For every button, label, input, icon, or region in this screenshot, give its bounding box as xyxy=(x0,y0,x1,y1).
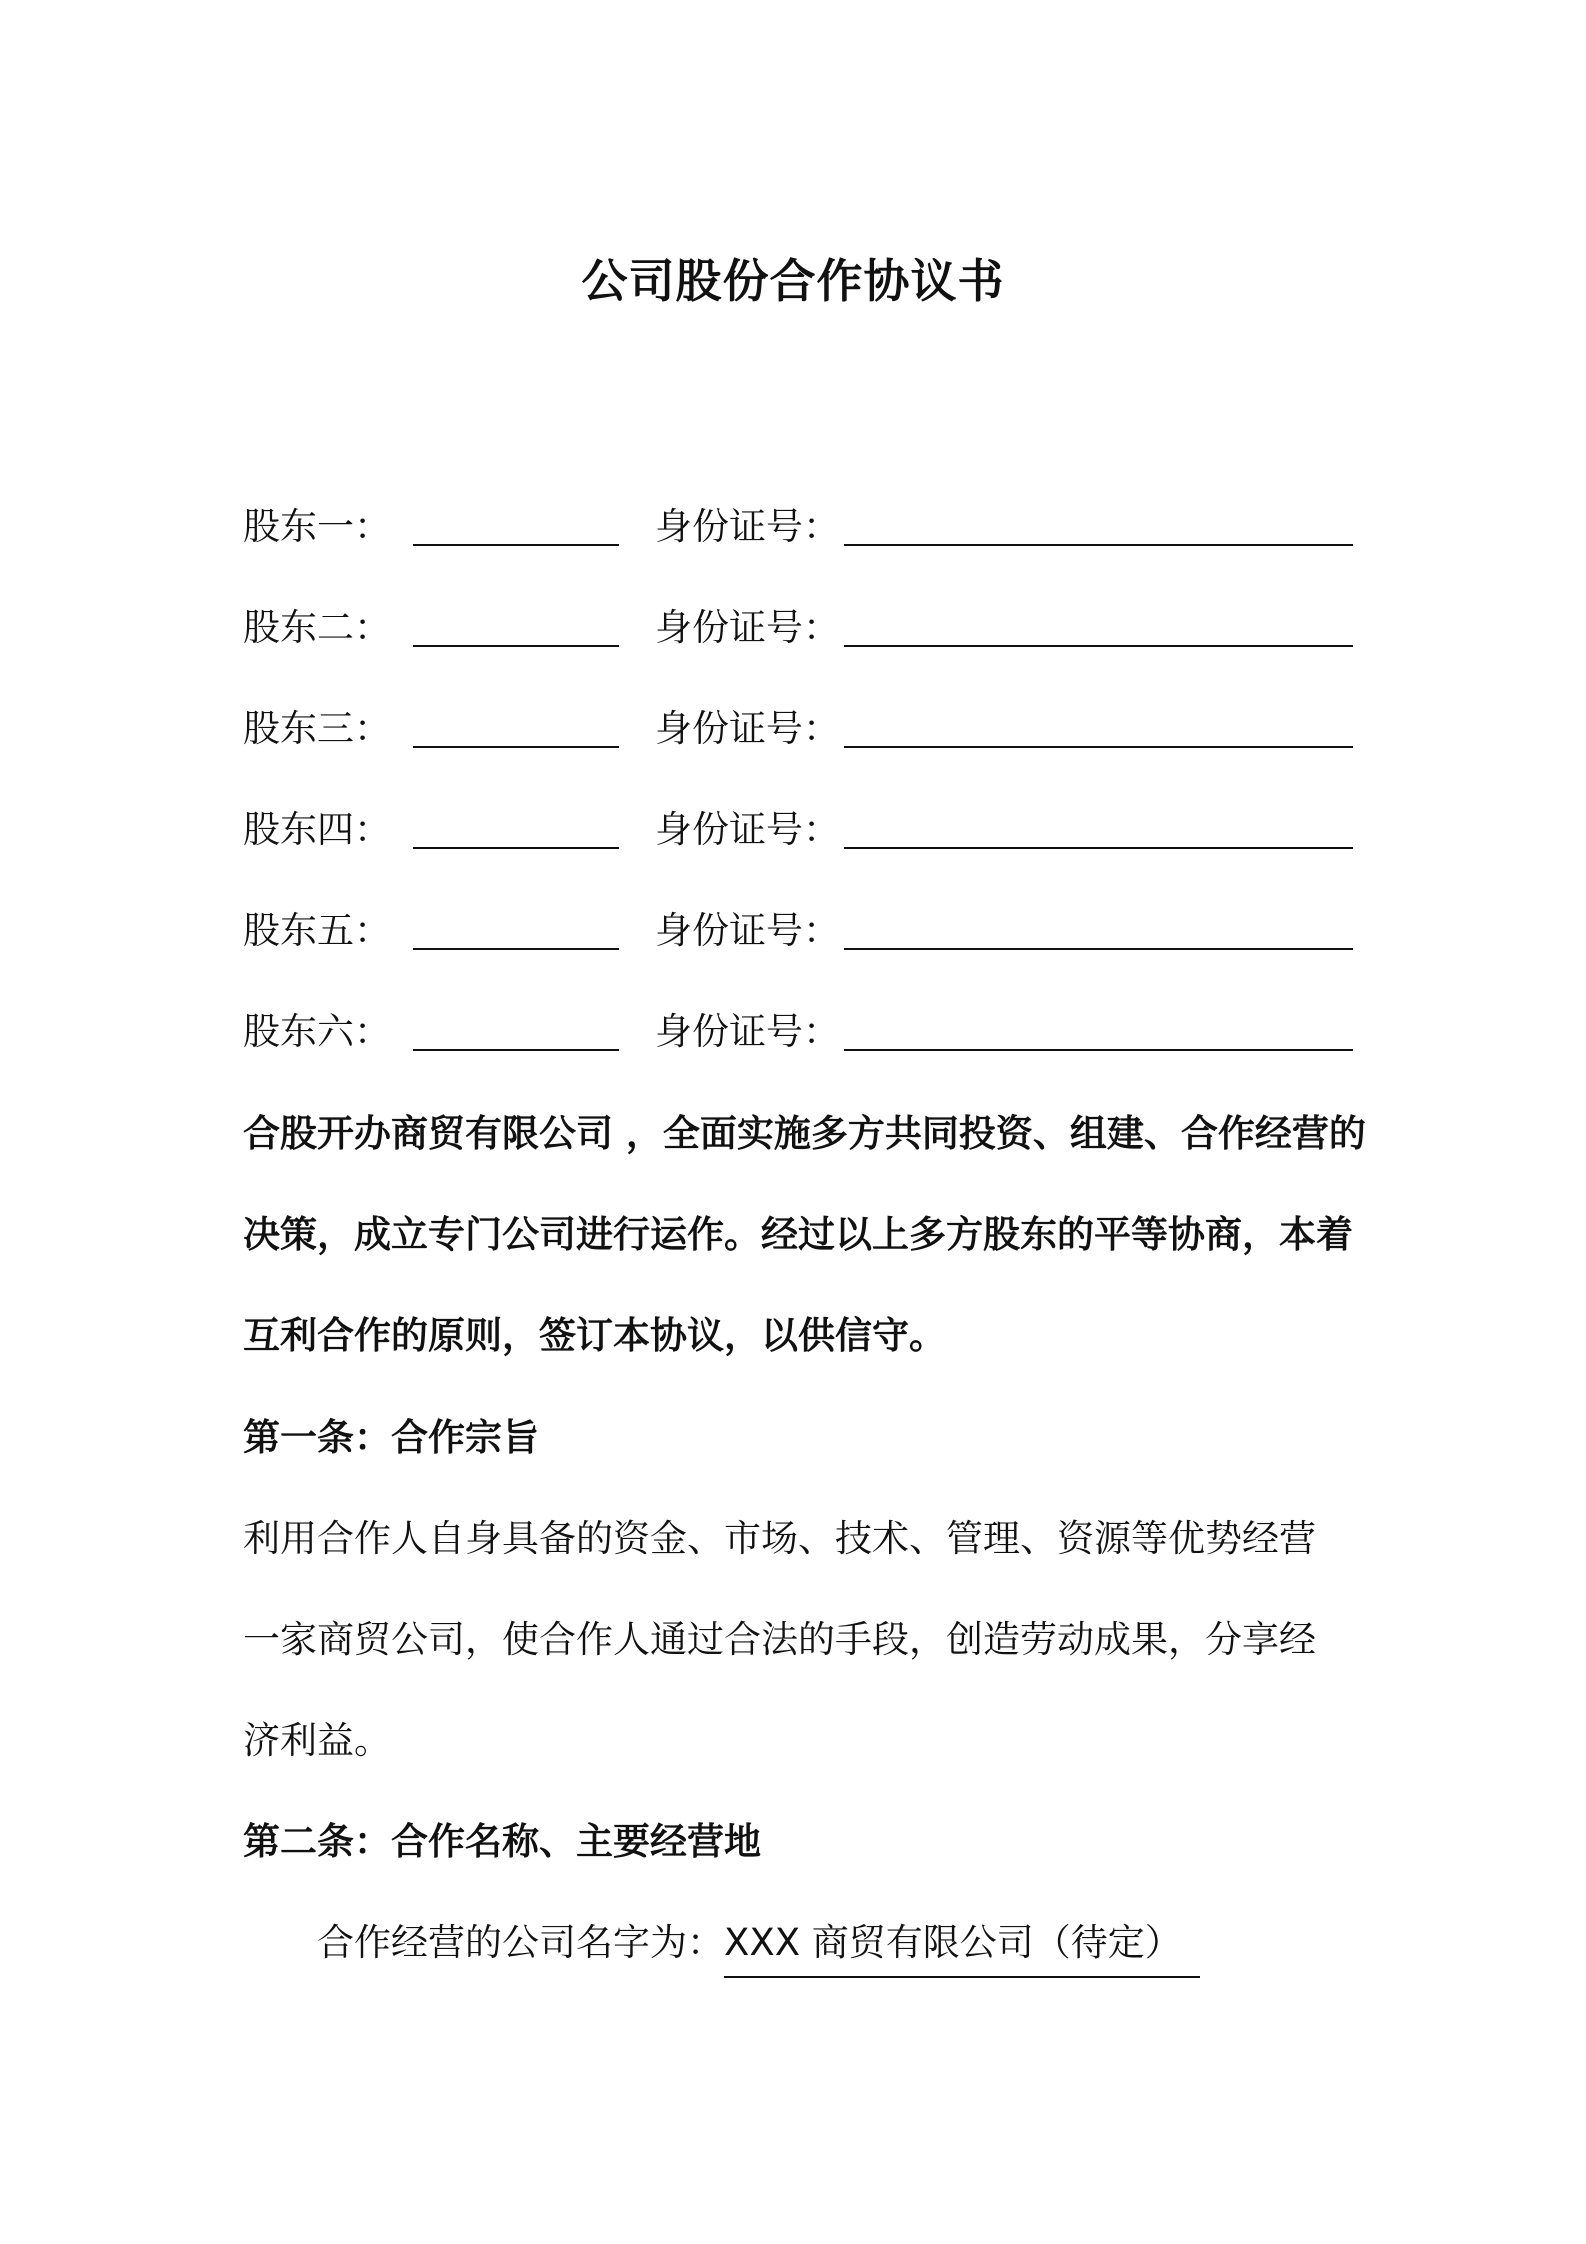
shareholder-name-blank xyxy=(413,1049,619,1051)
id-number-label: 身份证号： xyxy=(655,808,840,851)
document-title: 公司股份合作协议书 xyxy=(581,254,1005,308)
id-number-blank xyxy=(844,847,1353,849)
shareholder-label: 股东二： xyxy=(243,606,391,649)
shareholder-row xyxy=(243,993,1363,1094)
shareholder-row xyxy=(243,589,1363,690)
shareholder-name-blank xyxy=(413,847,619,849)
intro-line: 决策，成立专门公司进行运作。经过以上多方股东的平等协商，本着 xyxy=(243,1213,1353,1256)
id-number-blank xyxy=(844,746,1353,748)
shareholder-list xyxy=(243,488,1363,1094)
id-number-blank xyxy=(844,645,1353,647)
id-number-label: 身份证号： xyxy=(655,606,840,649)
shareholder-name-blank xyxy=(413,544,619,546)
article-1-heading: 第一条：合作宗旨 xyxy=(243,1416,539,1459)
shareholder-row xyxy=(243,690,1363,791)
company-name-label: 合作经营的公司名字为： xyxy=(317,1921,724,1964)
id-number-blank xyxy=(844,948,1353,950)
shareholder-label: 股东三： xyxy=(243,707,391,750)
shareholder-label: 股东四： xyxy=(243,808,391,851)
article-1-line: 利用合作人自身具备的资金、市场、技术、管理、资源等优势经营 xyxy=(243,1517,1316,1560)
id-number-blank xyxy=(844,1049,1353,1051)
intro-line: 互利合作的原则，签订本协议，以供信守。 xyxy=(243,1314,946,1357)
article-1-line: 济利益。 xyxy=(243,1719,391,1762)
shareholder-name-blank xyxy=(413,645,619,647)
intro-line: 合股开办商贸有限公司 ，全面实施多方共同投资、组建、合作经营的 xyxy=(243,1112,1366,1155)
id-number-label: 身份证号： xyxy=(655,707,840,750)
article-1-line: 一家商贸公司，使合作人通过合法的手段，创造劳动成果，分享经 xyxy=(243,1618,1316,1661)
shareholder-row xyxy=(243,791,1363,892)
shareholder-label: 股东一： xyxy=(243,505,391,548)
id-number-label: 身份证号： xyxy=(655,909,840,952)
intro-paragraph xyxy=(243,1083,1366,1386)
shareholder-row xyxy=(243,488,1363,589)
id-number-label: 身份证号： xyxy=(655,1010,840,1053)
shareholder-name-blank xyxy=(413,948,619,950)
id-number-blank xyxy=(844,544,1353,546)
article-1-paragraph xyxy=(243,1488,1353,1791)
article-2-heading: 第二条：合作名称、主要经营地 xyxy=(243,1820,761,1863)
company-name-line xyxy=(317,1912,1200,1978)
shareholder-label: 股东五： xyxy=(243,909,391,952)
company-name-value: XXX 商贸有限公司（待定） xyxy=(724,1912,1200,1978)
id-number-label: 身份证号： xyxy=(655,505,840,548)
shareholder-row xyxy=(243,892,1363,993)
shareholder-name-blank xyxy=(413,746,619,748)
shareholder-label: 股东六： xyxy=(243,1010,391,1053)
